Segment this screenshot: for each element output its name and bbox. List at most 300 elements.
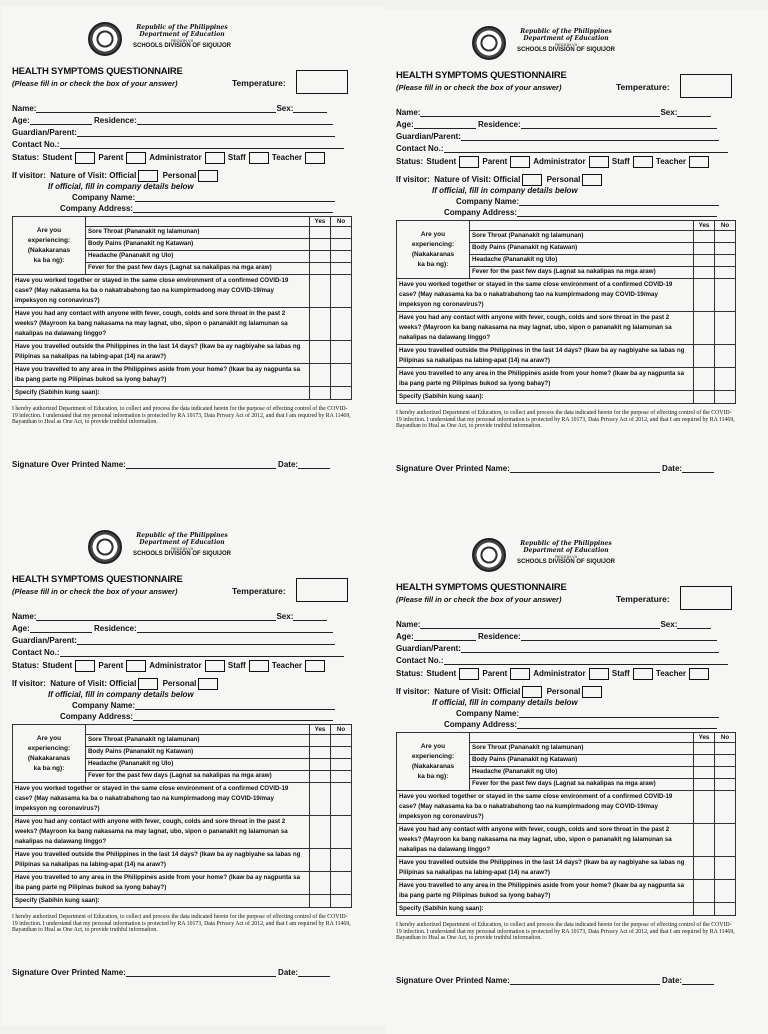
yes-cell[interactable] bbox=[310, 364, 331, 387]
status-option-label: Staff bbox=[611, 669, 630, 679]
contact-row bbox=[396, 144, 728, 153]
signature-field[interactable] bbox=[510, 464, 660, 473]
official-label: Official bbox=[493, 687, 521, 697]
status-option-label: Staff bbox=[227, 153, 246, 163]
status-label: Status: bbox=[396, 157, 424, 167]
sex-field[interactable] bbox=[293, 612, 327, 621]
visitor-label: If visitor: bbox=[12, 679, 46, 689]
age-field[interactable] bbox=[414, 120, 476, 129]
question-text: Have you travelled outside the Philippines in the last 14 days? (Ikaw ba ay nagbiyahe sa labas ng Pilipinas sa nakalipas na labing-apat (14) na araw?) bbox=[397, 857, 694, 880]
signature-field[interactable] bbox=[126, 968, 276, 977]
no-cell[interactable] bbox=[331, 783, 352, 816]
yes-cell[interactable] bbox=[310, 251, 331, 263]
parent-checkbox[interactable] bbox=[510, 668, 530, 680]
consent-statement: I hereby authorized Department of Education, to collect and process the data indicated herein for the purpose of effecting control of the COVID-19 infection. I understand that my personal information is protected by RA 10173, Data Privacy Act of 2012, and that I am required by RA 11469, Bayanihan to Heal as One Act, to provide truthful information. bbox=[396, 922, 735, 941]
deped-header bbox=[88, 22, 348, 62]
status-option-label: Administrator bbox=[149, 153, 202, 163]
company-address-row bbox=[444, 208, 717, 217]
company-name-label: Company Name: bbox=[72, 193, 136, 202]
deped-header bbox=[472, 26, 732, 66]
status-label: Status: bbox=[396, 669, 424, 679]
yes-cell[interactable] bbox=[694, 312, 715, 345]
deped-seal-icon bbox=[88, 22, 122, 56]
yes-cell[interactable] bbox=[694, 368, 715, 391]
temperature-box[interactable] bbox=[680, 74, 732, 98]
no-cell[interactable] bbox=[331, 735, 352, 747]
form-subtitle: (Please fill in or check the box of your answer) bbox=[12, 587, 178, 596]
questionnaire-sheet bbox=[2, 6, 386, 518]
symptom-label: Sore Throat (Pananakit ng lalamunan) bbox=[470, 231, 694, 243]
symptom-label: Body Pains (Pananakit ng Katawan) bbox=[86, 747, 310, 759]
staff-checkbox[interactable] bbox=[249, 660, 269, 672]
official-checkbox[interactable] bbox=[138, 678, 158, 690]
contact-row bbox=[12, 648, 344, 657]
date-label: Date: bbox=[662, 976, 683, 985]
company-name-label: Company Name: bbox=[456, 197, 520, 206]
question-text: Have you had any contact with anyone with fever, cough, colds and sore throat in the past 2 weeks? (Mayroon ka bang nakasama na may lagnat, ubo, sipon o pananakit ng lalamunan sa nakalipas na dalawang linggo? bbox=[13, 308, 310, 341]
contact-row bbox=[12, 140, 344, 149]
header-line-4: SCHOOLS DIVISION OF SIQUIJOR bbox=[132, 551, 231, 557]
name-field[interactable] bbox=[36, 612, 276, 621]
name-row bbox=[12, 612, 327, 621]
header-line-1: Republic of the Philippines bbox=[136, 532, 228, 539]
personal-checkbox[interactable] bbox=[198, 170, 218, 182]
yes-cell[interactable] bbox=[310, 308, 331, 341]
administrator-checkbox[interactable] bbox=[589, 668, 609, 680]
company-address-row bbox=[60, 712, 333, 721]
signature-label: Signature Over Printed Name: bbox=[12, 968, 126, 977]
personal-checkbox[interactable] bbox=[582, 174, 602, 186]
temperature-box[interactable] bbox=[296, 578, 348, 602]
status-option-label: Staff bbox=[227, 661, 246, 671]
no-cell[interactable] bbox=[715, 243, 736, 255]
status-option-label: Student bbox=[42, 153, 73, 163]
specify-text[interactable]: Specify (Sabihin kung saan): bbox=[13, 387, 310, 400]
yes-cell[interactable] bbox=[694, 857, 715, 880]
header-line-2: Department of Education bbox=[523, 35, 609, 42]
temperature-box[interactable] bbox=[680, 586, 732, 610]
student-checkbox[interactable] bbox=[459, 668, 479, 680]
date-field[interactable] bbox=[682, 464, 714, 473]
form-title: HEALTH SYMPTOMS QUESTIONNAIRE bbox=[396, 582, 567, 593]
company-address-label: Company Address: bbox=[444, 720, 518, 729]
signature-row bbox=[396, 976, 714, 985]
symptom-label: Sore Throat (Pananakit ng lalamunan) bbox=[86, 227, 310, 239]
personal-checkbox[interactable] bbox=[582, 686, 602, 698]
temperature-label: Temperature: bbox=[616, 594, 670, 604]
no-cell[interactable] bbox=[331, 239, 352, 251]
residence-label: Residence: bbox=[94, 624, 137, 633]
consent-statement: I hereby authorized Department of Education, to collect and process the data indicated herein for the purpose of effecting control of the COVID-19 infection. I understand that my personal information is protected by RA 10173, Data Privacy Act of 2012, and that I am required by RA 11469, Bayanihan to Heal as One Act, to provide truthful information. bbox=[12, 914, 351, 933]
no-cell[interactable] bbox=[331, 759, 352, 771]
signature-row bbox=[12, 968, 330, 977]
age-field[interactable] bbox=[30, 624, 92, 633]
symptom-label: Headache (Pananakit ng Ulo) bbox=[470, 767, 694, 779]
age-label: Age: bbox=[12, 116, 30, 125]
age-label: Age: bbox=[12, 624, 30, 633]
status-option-label: Student bbox=[42, 661, 73, 671]
status-option-label: Parent bbox=[98, 153, 124, 163]
question-text: Have you travelled to any area in the Philippines aside from your home? (Ikaw ba ay nagpunta sa iba pang parte ng Pilipinas bukod sa iyong bahay?) bbox=[13, 364, 310, 387]
symptom-label: Headache (Pananakit ng Ulo) bbox=[86, 759, 310, 771]
no-cell[interactable] bbox=[715, 743, 736, 755]
parent-checkbox[interactable] bbox=[510, 156, 530, 168]
status-option-label: Administrator bbox=[533, 669, 586, 679]
header-line-4: SCHOOLS DIVISION OF SIQUIJOR bbox=[516, 47, 615, 53]
contact-label: Contact No.: bbox=[12, 140, 60, 149]
yes-cell[interactable] bbox=[694, 824, 715, 857]
header-line-1: Republic of the Philippines bbox=[520, 540, 612, 547]
status-option-label: Teacher bbox=[271, 153, 303, 163]
status-row bbox=[12, 660, 326, 672]
sex-field[interactable] bbox=[677, 108, 711, 117]
yes-cell[interactable] bbox=[694, 779, 715, 791]
symptom-label: Sore Throat (Pananakit ng lalamunan) bbox=[470, 743, 694, 755]
question-text: Have you had any contact with anyone with fever, cough, colds and sore throat in the past 2 weeks? (Mayroon ka bang nakasama na may lagnat, ubo, sipon o pananakit ng lalamunan sa nakalipas na dalawang linggo? bbox=[13, 816, 310, 849]
question-text: Have you had any contact with anyone with fever, cough, colds and sore throat in the past 2 weeks? (Mayroon ka bang nakasama na may lagnat, ubo, sipon o pananakit ng lalamunan sa nakalipas na dalawang linggo? bbox=[397, 312, 694, 345]
no-cell[interactable] bbox=[331, 747, 352, 759]
name-label: Name: bbox=[12, 104, 37, 113]
no-cell[interactable] bbox=[715, 368, 736, 391]
status-row bbox=[396, 668, 710, 680]
header-line-3: REGION VII bbox=[555, 554, 577, 559]
guardian-row bbox=[12, 128, 335, 137]
question-text: Have you worked together or stayed in the same close environment of a confirmed COVID-19 case? (May nakasama ka ba o nakatrabahong tao na kumpirmadong may COVID-19/may impeksyon ng coronavirus?) bbox=[13, 275, 310, 308]
signature-row bbox=[396, 464, 714, 473]
questionnaire-sheet bbox=[386, 522, 768, 1034]
yes-cell[interactable] bbox=[694, 791, 715, 824]
form-title: HEALTH SYMPTOMS QUESTIONNAIRE bbox=[396, 70, 567, 81]
yes-cell[interactable] bbox=[310, 849, 331, 872]
symptoms-table bbox=[12, 724, 352, 908]
no-cell[interactable] bbox=[715, 857, 736, 880]
yes-header: Yes bbox=[694, 221, 715, 231]
symptom-label: Fever for the past few days (Lagnat sa nakalipas na mga araw) bbox=[86, 263, 310, 275]
administrator-checkbox[interactable] bbox=[589, 156, 609, 168]
no-cell[interactable] bbox=[331, 308, 352, 341]
temperature-label: Temperature: bbox=[232, 78, 286, 88]
temperature-box[interactable] bbox=[296, 70, 348, 94]
status-option-label: Parent bbox=[482, 157, 508, 167]
parent-checkbox[interactable] bbox=[126, 152, 146, 164]
date-field[interactable] bbox=[682, 976, 714, 985]
no-cell[interactable] bbox=[715, 824, 736, 857]
personal-label: Personal bbox=[546, 687, 581, 697]
guardian-row bbox=[396, 644, 719, 653]
name-field[interactable] bbox=[36, 104, 276, 113]
no-cell[interactable] bbox=[715, 267, 736, 279]
deped-seal-icon bbox=[472, 26, 506, 60]
contact-field[interactable] bbox=[60, 140, 344, 149]
yes-cell[interactable] bbox=[310, 816, 331, 849]
yes-cell[interactable] bbox=[310, 771, 331, 783]
no-cell[interactable] bbox=[331, 816, 352, 849]
administrator-checkbox[interactable] bbox=[205, 660, 225, 672]
company-address-label: Company Address: bbox=[60, 712, 134, 721]
status-option-label: Administrator bbox=[533, 157, 586, 167]
residence-field[interactable] bbox=[137, 624, 333, 633]
no-cell[interactable] bbox=[331, 341, 352, 364]
parent-checkbox[interactable] bbox=[126, 660, 146, 672]
question-text: Have you travelled to any area in the Philippines aside from your home? (Ikaw ba ay nagpunta sa iba pang parte ng Pilipinas bukod sa iyong bahay?) bbox=[13, 872, 310, 895]
no-cell[interactable] bbox=[331, 364, 352, 387]
yes-cell[interactable] bbox=[310, 239, 331, 251]
yes-cell[interactable] bbox=[310, 341, 331, 364]
company-name-field[interactable] bbox=[519, 197, 719, 206]
nature-label: Nature of Visit: bbox=[434, 687, 491, 697]
contact-label: Contact No.: bbox=[396, 656, 444, 665]
guardian-field[interactable] bbox=[461, 644, 719, 653]
personal-label: Personal bbox=[162, 171, 197, 181]
no-cell[interactable] bbox=[331, 227, 352, 239]
teacher-checkbox[interactable] bbox=[689, 156, 709, 168]
status-option-label: Parent bbox=[482, 669, 508, 679]
experiencing-label: Are you experiencing: (Nakakaranas ka ba ng): bbox=[397, 221, 470, 279]
signature-row bbox=[12, 460, 330, 469]
question-text: Have you travelled outside the Philippines in the last 14 days? (Ikaw ba ay nagbiyahe sa labas ng Pilipinas sa nakalipas na labing-apat (14) na araw?) bbox=[397, 345, 694, 368]
yes-header: Yes bbox=[310, 725, 331, 735]
guardian-field[interactable] bbox=[77, 636, 335, 645]
yes-cell[interactable] bbox=[310, 759, 331, 771]
company-name-row bbox=[456, 709, 719, 718]
administrator-checkbox[interactable] bbox=[205, 152, 225, 164]
company-address-field[interactable] bbox=[517, 720, 717, 729]
yes-cell[interactable] bbox=[310, 747, 331, 759]
name-label: Name: bbox=[396, 620, 421, 629]
no-cell[interactable] bbox=[331, 263, 352, 275]
status-label: Status: bbox=[12, 661, 40, 671]
company-name-label: Company Name: bbox=[72, 701, 136, 710]
temperature-label: Temperature: bbox=[616, 82, 670, 92]
residence-field[interactable] bbox=[137, 116, 333, 125]
residence-label: Residence: bbox=[94, 116, 137, 125]
yes-header: Yes bbox=[694, 733, 715, 743]
form-title: HEALTH SYMPTOMS QUESTIONNAIRE bbox=[12, 574, 183, 585]
company-name-field[interactable] bbox=[135, 193, 335, 202]
yes-cell[interactable] bbox=[310, 783, 331, 816]
guardian-label: Guardian/Parent: bbox=[12, 128, 77, 137]
yes-cell[interactable] bbox=[694, 267, 715, 279]
question-text: Have you had any contact with anyone with fever, cough, colds and sore throat in the past 2 weeks? (Mayroon ka bang nakasama na may lagnat, ubo, sipon o pananakit ng lalamunan sa nakalipas na dalawang linggo? bbox=[397, 824, 694, 857]
official-note: If official, fill in company details below bbox=[48, 690, 194, 699]
deped-seal-icon bbox=[472, 538, 506, 572]
company-address-label: Company Address: bbox=[444, 208, 518, 217]
signature-field[interactable] bbox=[510, 976, 660, 985]
teacher-checkbox[interactable] bbox=[305, 660, 325, 672]
staff-checkbox[interactable] bbox=[633, 668, 653, 680]
nature-label: Nature of Visit: bbox=[50, 171, 107, 181]
no-cell[interactable] bbox=[715, 791, 736, 824]
personal-label: Personal bbox=[162, 679, 197, 689]
sex-field[interactable] bbox=[293, 104, 327, 113]
name-row bbox=[396, 620, 711, 629]
residence-field[interactable] bbox=[521, 120, 717, 129]
yes-cell[interactable] bbox=[694, 880, 715, 903]
contact-field[interactable] bbox=[444, 144, 728, 153]
sex-field[interactable] bbox=[677, 620, 711, 629]
staff-checkbox[interactable] bbox=[633, 156, 653, 168]
header-line-1: Republic of the Philippines bbox=[136, 24, 228, 31]
question-text: Have you travelled outside the Philippines in the last 14 days? (Ikaw ba ay nagbiyahe sa labas ng Pilipinas sa nakalipas na labing-apat (14) na araw?) bbox=[13, 849, 310, 872]
yes-cell[interactable] bbox=[310, 735, 331, 747]
official-checkbox[interactable] bbox=[522, 174, 542, 186]
student-checkbox[interactable] bbox=[459, 156, 479, 168]
symptom-label: Sore Throat (Pananakit ng lalamunan) bbox=[86, 735, 310, 747]
status-row bbox=[12, 152, 326, 164]
contact-label: Contact No.: bbox=[12, 648, 60, 657]
guardian-label: Guardian/Parent: bbox=[396, 644, 461, 653]
specify-text[interactable]: Specify (Sabihin kung saan): bbox=[397, 391, 694, 404]
yes-cell[interactable] bbox=[694, 755, 715, 767]
experiencing-label: Are you experiencing: (Nakakaranas ka ba ng): bbox=[13, 725, 86, 783]
signature-field[interactable] bbox=[126, 460, 276, 469]
status-option-label: Teacher bbox=[655, 157, 687, 167]
name-label: Name: bbox=[396, 108, 421, 117]
question-text: Have you travelled outside the Philippines in the last 14 days? (Ikaw ba ay nagbiyahe sa labas ng Pilipinas sa nakalipas na labing-apat (14) na araw?) bbox=[13, 341, 310, 364]
header-line-3: REGION VII bbox=[555, 42, 577, 47]
no-cell[interactable] bbox=[331, 251, 352, 263]
guardian-row bbox=[396, 132, 719, 141]
company-address-field[interactable] bbox=[517, 208, 717, 217]
guardian-field[interactable] bbox=[461, 132, 719, 141]
deped-header bbox=[88, 530, 348, 570]
yes-cell[interactable] bbox=[694, 279, 715, 312]
yes-cell[interactable] bbox=[310, 275, 331, 308]
age-field[interactable] bbox=[30, 116, 92, 125]
consent-statement: I hereby authorized Department of Education, to collect and process the data indicated herein for the purpose of effecting control of the COVID-19 infection. I understand that my personal information is protected by RA 10173, Data Privacy Act of 2012, and that I am required by RA 11469, Bayanihan to Heal as One Act, to provide truthful information. bbox=[12, 406, 351, 425]
date-field[interactable] bbox=[298, 968, 330, 977]
staff-checkbox[interactable] bbox=[249, 152, 269, 164]
question-text: Have you worked together or stayed in the same close environment of a confirmed COVID-19 case? (May nakasama ka ba o nakatrabahong tao na kumpirmadong may COVID-19/may impeksyon ng coronavirus?) bbox=[13, 783, 310, 816]
specify-text[interactable]: Specify (Sabihin kung saan): bbox=[13, 895, 310, 908]
company-address-field[interactable] bbox=[133, 204, 333, 213]
header-line-2: Department of Education bbox=[139, 31, 225, 38]
yes-cell[interactable] bbox=[310, 227, 331, 239]
yes-cell[interactable] bbox=[310, 263, 331, 275]
teacher-checkbox[interactable] bbox=[689, 668, 709, 680]
yes-cell[interactable] bbox=[694, 345, 715, 368]
questionnaire-sheet bbox=[2, 514, 386, 1026]
no-cell[interactable] bbox=[331, 275, 352, 308]
status-label: Status: bbox=[12, 153, 40, 163]
company-address-row bbox=[60, 204, 333, 213]
symptom-label: Body Pains (Pananakit ng Katawan) bbox=[470, 755, 694, 767]
symptoms-table bbox=[396, 220, 736, 404]
symptom-label: Fever for the past few days (Lagnat sa nakalipas na mga araw) bbox=[86, 771, 310, 783]
company-name-field[interactable] bbox=[519, 709, 719, 718]
nature-label: Nature of Visit: bbox=[50, 679, 107, 689]
contact-field[interactable] bbox=[60, 648, 344, 657]
age-row bbox=[12, 624, 333, 633]
company-address-field[interactable] bbox=[133, 712, 333, 721]
no-header: No bbox=[715, 733, 736, 743]
yes-cell[interactable] bbox=[694, 767, 715, 779]
no-cell[interactable] bbox=[715, 755, 736, 767]
no-cell[interactable] bbox=[715, 779, 736, 791]
official-note: If official, fill in company details below bbox=[48, 182, 194, 191]
contact-field[interactable] bbox=[444, 656, 728, 665]
company-address-label: Company Address: bbox=[60, 204, 134, 213]
no-cell[interactable] bbox=[715, 767, 736, 779]
no-header: No bbox=[331, 725, 352, 735]
header-line-4: SCHOOLS DIVISION OF SIQUIJOR bbox=[516, 559, 615, 565]
company-name-row bbox=[72, 193, 335, 202]
header-line-2: Department of Education bbox=[139, 539, 225, 546]
no-cell[interactable] bbox=[715, 255, 736, 267]
no-cell[interactable] bbox=[715, 345, 736, 368]
sex-label: Sex: bbox=[660, 108, 678, 117]
name-row bbox=[12, 104, 327, 113]
official-label: Official bbox=[109, 171, 137, 181]
header-line-1: Republic of the Philippines bbox=[520, 28, 612, 35]
student-checkbox[interactable] bbox=[75, 660, 95, 672]
specify-text[interactable]: Specify (Sabihin kung saan): bbox=[397, 903, 694, 916]
symptom-label: Fever for the past few days (Lagnat sa nakalipas na mga araw) bbox=[470, 267, 694, 279]
name-field[interactable] bbox=[420, 108, 660, 117]
official-checkbox[interactable] bbox=[138, 170, 158, 182]
sex-label: Sex: bbox=[660, 620, 678, 629]
status-option-label: Administrator bbox=[149, 661, 202, 671]
yes-cell[interactable] bbox=[310, 872, 331, 895]
sex-label: Sex: bbox=[276, 612, 294, 621]
company-name-row bbox=[456, 197, 719, 206]
official-label: Official bbox=[493, 175, 521, 185]
date-field[interactable] bbox=[298, 460, 330, 469]
nature-label: Nature of Visit: bbox=[434, 175, 491, 185]
form-subtitle: (Please fill in or check the box of your answer) bbox=[396, 595, 562, 604]
personal-checkbox[interactable] bbox=[198, 678, 218, 690]
deped-seal-icon bbox=[88, 530, 122, 564]
teacher-checkbox[interactable] bbox=[305, 152, 325, 164]
question-text: Have you worked together or stayed in the same close environment of a confirmed COVID-19 case? (May nakasama ka ba o nakatrabahong tao na kumpirmadong may COVID-19/may impeksyon ng coronavirus?) bbox=[397, 279, 694, 312]
visitor-row bbox=[12, 170, 220, 182]
no-cell[interactable] bbox=[715, 279, 736, 312]
yes-cell[interactable] bbox=[694, 243, 715, 255]
no-cell[interactable] bbox=[331, 771, 352, 783]
contact-label: Contact No.: bbox=[396, 144, 444, 153]
question-text: Have you travelled to any area in the Philippines aside from your home? (Ikaw ba ay nagpunta sa iba pang parte ng Pilipinas bukod sa iyong bahay?) bbox=[397, 880, 694, 903]
yes-cell[interactable] bbox=[694, 231, 715, 243]
visitor-row bbox=[396, 686, 604, 698]
symptom-label: Fever for the past few days (Lagnat sa nakalipas na mga araw) bbox=[470, 779, 694, 791]
yes-cell[interactable] bbox=[694, 255, 715, 267]
name-field[interactable] bbox=[420, 620, 660, 629]
date-label: Date: bbox=[662, 464, 683, 473]
status-row bbox=[396, 156, 710, 168]
no-cell[interactable] bbox=[715, 231, 736, 243]
no-cell[interactable] bbox=[715, 312, 736, 345]
age-field[interactable] bbox=[414, 632, 476, 641]
symptoms-table bbox=[396, 732, 736, 916]
yes-cell[interactable] bbox=[694, 743, 715, 755]
official-checkbox[interactable] bbox=[522, 686, 542, 698]
no-cell[interactable] bbox=[331, 872, 352, 895]
company-name-row bbox=[72, 701, 335, 710]
symptom-label: Headache (Pananakit ng Ulo) bbox=[86, 251, 310, 263]
experiencing-label: Are you experiencing: (Nakakaranas ka ba ng): bbox=[13, 217, 86, 275]
contact-row bbox=[396, 656, 728, 665]
symptom-label: Body Pains (Pananakit ng Katawan) bbox=[86, 239, 310, 251]
age-row bbox=[396, 120, 717, 129]
residence-field[interactable] bbox=[521, 632, 717, 641]
status-option-label: Parent bbox=[98, 661, 124, 671]
guardian-field[interactable] bbox=[77, 128, 335, 137]
company-name-field[interactable] bbox=[135, 701, 335, 710]
student-checkbox[interactable] bbox=[75, 152, 95, 164]
visitor-label: If visitor: bbox=[396, 175, 430, 185]
no-cell[interactable] bbox=[715, 880, 736, 903]
no-cell[interactable] bbox=[331, 849, 352, 872]
